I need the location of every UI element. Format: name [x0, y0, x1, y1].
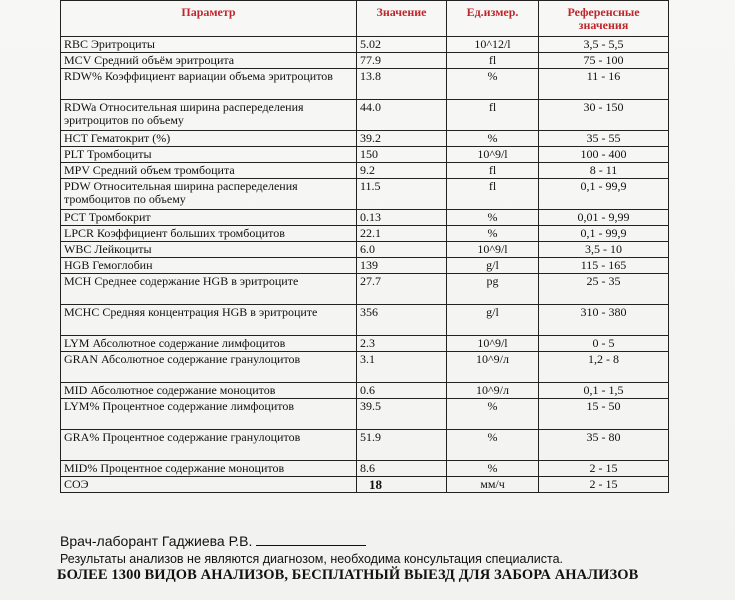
row-value: 39.5: [357, 399, 447, 430]
table-row: [61, 258, 669, 274]
row-parameter: MCV Средний объём эритроцита: [61, 53, 357, 69]
disclaimer-text: Результаты анализов не являются диагнозом, необходима консультация специалиста.: [60, 552, 563, 566]
row-parameter: GRA% Процентное содержание гранулоцитов: [61, 430, 357, 461]
row-parameter: RDW% Коэффициент вариации объема эритроцитов: [61, 69, 357, 100]
row-parameter: GRAN Абсолютное содержание гранулоцитов: [61, 352, 357, 383]
row-value: 3.1: [357, 352, 447, 383]
signature-line: [256, 533, 366, 546]
row-unit: 10^9/l: [447, 242, 539, 258]
header-unit: Ед.измер.: [447, 1, 539, 37]
row-reference: 0,1 - 99,9: [539, 179, 669, 210]
row-reference: 100 - 400: [539, 147, 669, 163]
row-unit: fl: [447, 163, 539, 179]
table-row: [61, 461, 669, 477]
results-table: [60, 0, 669, 493]
table-row: [61, 147, 669, 163]
table-row: [61, 242, 669, 258]
row-unit: pg: [447, 274, 539, 305]
row-unit: %: [447, 430, 539, 461]
row-value: 77.9: [357, 53, 447, 69]
row-parameter: PCT Тромбокрит: [61, 210, 357, 226]
row-unit: fl: [447, 100, 539, 131]
table-row: [61, 37, 669, 53]
row-parameter: LPCR Коэффициент больших тромбоцитов: [61, 226, 357, 242]
row-unit: %: [447, 69, 539, 100]
row-reference: 1,2 - 8: [539, 352, 669, 383]
row-value: 22.1: [357, 226, 447, 242]
row-parameter: MID% Процентное содержание моноцитов: [61, 461, 357, 477]
row-parameter: MPV Средний объем тромбоцита: [61, 163, 357, 179]
table-row: [61, 305, 669, 336]
row-value: 139: [357, 258, 447, 274]
table-row: [61, 100, 669, 131]
row-value: 8.6: [357, 461, 447, 477]
table-row: [61, 179, 669, 210]
table-row: [61, 53, 669, 69]
row-reference: 30 - 150: [539, 100, 669, 131]
row-value: 11.5: [357, 179, 447, 210]
row-reference: 35 - 80: [539, 430, 669, 461]
table-header-row: [61, 1, 669, 37]
row-reference: 8 - 11: [539, 163, 669, 179]
row-parameter: PDW Относительная ширина распеределения тромбоцитов по объему: [61, 179, 357, 210]
row-parameter: WBC Лейкоциты: [61, 242, 357, 258]
row-value: 2.3: [357, 336, 447, 352]
row-unit: fl: [447, 179, 539, 210]
row-reference: 15 - 50: [539, 399, 669, 430]
row-parameter: HCT Гематокрит (%): [61, 131, 357, 147]
row-parameter: MID Абсолютное содержание моноцитов: [61, 383, 357, 399]
table-row: [61, 477, 669, 493]
row-value: 0.13: [357, 210, 447, 226]
row-unit: fl: [447, 53, 539, 69]
row-unit: %: [447, 210, 539, 226]
row-parameter: RBC Эритроциты: [61, 37, 357, 53]
row-reference: 2 - 15: [539, 477, 669, 493]
row-value: 356: [357, 305, 447, 336]
row-unit: 10^9/л: [447, 383, 539, 399]
table-row: [61, 274, 669, 305]
row-reference: 0,01 - 9,99: [539, 210, 669, 226]
row-reference: 75 - 100: [539, 53, 669, 69]
row-value: 0.6: [357, 383, 447, 399]
table-row: [61, 226, 669, 242]
row-unit: g/l: [447, 305, 539, 336]
row-parameter: RDWa Относительная ширина распеределения эритроцитов по объему: [61, 100, 357, 131]
row-unit: 10^9/l: [447, 336, 539, 352]
row-parameter: MCH Среднее содержание HGB в эритроците: [61, 274, 357, 305]
table-row: [61, 336, 669, 352]
row-reference: 0,1 - 1,5: [539, 383, 669, 399]
doctor-name: Врач-лаборант Гаджиева Р.В.: [60, 533, 253, 549]
table-row: [61, 383, 669, 399]
row-reference: 25 - 35: [539, 274, 669, 305]
row-reference: 0,1 - 99,9: [539, 226, 669, 242]
table-row: [61, 210, 669, 226]
row-unit: %: [447, 461, 539, 477]
promo-banner: БОЛЕЕ 1300 ВИДОВ АНАЛИЗОВ, БЕСПЛАТНЫЙ ВЫЕЗД ДЛЯ ЗАБОРА АНАЛИЗОВ: [57, 567, 639, 583]
row-value: 5.02: [357, 37, 447, 53]
row-reference: 35 - 55: [539, 131, 669, 147]
row-reference: 310 - 380: [539, 305, 669, 336]
row-unit: 10^9/л: [447, 352, 539, 383]
row-unit: 10^12/l: [447, 37, 539, 53]
row-reference: 2 - 15: [539, 461, 669, 477]
row-parameter: HGB Гемоглобин: [61, 258, 357, 274]
row-reference: 0 - 5: [539, 336, 669, 352]
row-value: 51.9: [357, 430, 447, 461]
row-unit: %: [447, 399, 539, 430]
table-row: [61, 430, 669, 461]
table-row: [61, 131, 669, 147]
row-parameter: LYM% Процентное содержание лимфоцитов: [61, 399, 357, 430]
header-value: Значение: [357, 1, 447, 37]
row-value: 39.2: [357, 131, 447, 147]
row-reference: 11 - 16: [539, 69, 669, 100]
row-unit: 10^9/l: [447, 147, 539, 163]
row-value: 6.0: [357, 242, 447, 258]
row-value: 27.7: [357, 274, 447, 305]
row-parameter: LYM Абсолютное содержание лимфоцитов: [61, 336, 357, 352]
row-unit: %: [447, 226, 539, 242]
row-value: 9.2: [357, 163, 447, 179]
row-value: 150: [357, 147, 447, 163]
row-value: 18: [357, 477, 447, 493]
table-row: [61, 352, 669, 383]
row-value: 44.0: [357, 100, 447, 131]
row-parameter: СОЭ: [61, 477, 357, 493]
row-reference: 3,5 - 5,5: [539, 37, 669, 53]
row-reference: 3,5 - 10: [539, 242, 669, 258]
row-unit: g/l: [447, 258, 539, 274]
row-reference: 115 - 165: [539, 258, 669, 274]
row-parameter: MCHC Средняя концентрация HGB в эритроците: [61, 305, 357, 336]
table-row: [61, 399, 669, 430]
row-value: 13.8: [357, 69, 447, 100]
header-parameter: Параметр: [61, 1, 357, 37]
header-reference: Референсные значения: [539, 1, 669, 37]
row-unit: мм/ч: [447, 477, 539, 493]
doctor-signature-line: [60, 533, 366, 549]
row-unit: %: [447, 131, 539, 147]
row-parameter: PLT Тромбоциты: [61, 147, 357, 163]
table-row: [61, 69, 669, 100]
table-row: [61, 163, 669, 179]
